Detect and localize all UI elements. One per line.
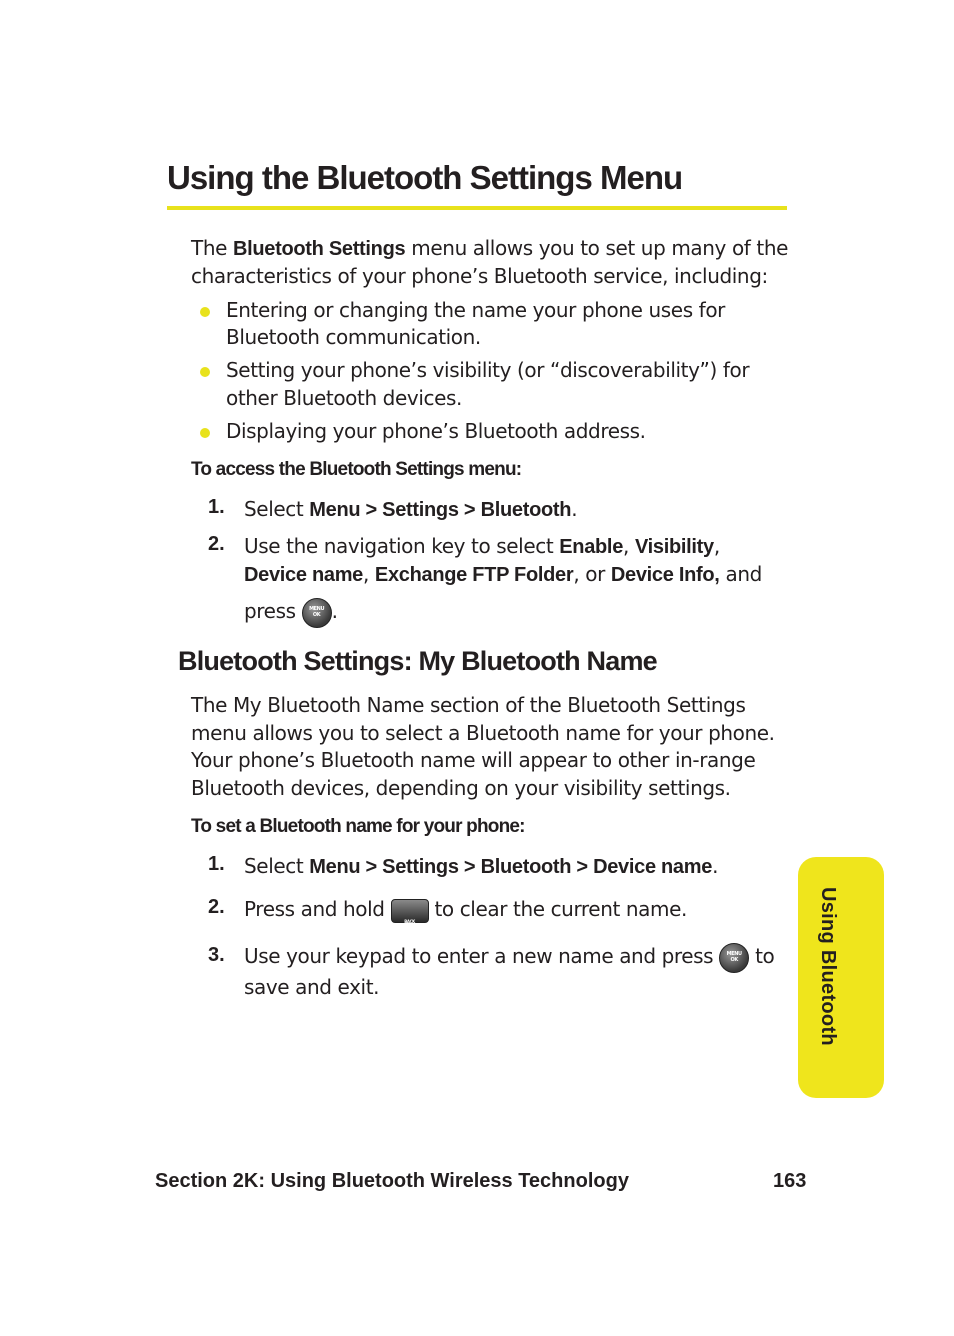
step-text: to clear the current name.: [428, 897, 687, 921]
access-step-2-line-3: [244, 597, 338, 628]
step-text: and: [719, 562, 762, 586]
access-step-2-line-1: [244, 532, 720, 561]
step-text: Press and hold: [244, 897, 391, 921]
intro-line-1: [191, 234, 788, 263]
bullet-3-line-1: Displaying your phone’s Bluetooth address.: [226, 419, 646, 443]
page-number: 163: [773, 1170, 807, 1192]
bullet-icon: [200, 367, 210, 377]
step-text: Select: [244, 854, 310, 878]
step-text: press: [244, 599, 302, 623]
intro-post: menu allows you to set up many of the: [405, 236, 788, 260]
step-text: Select: [244, 497, 310, 521]
step-number: 1.: [208, 853, 225, 875]
intro-line-2: characteristics of your phone’s Bluetooth service, including:: [191, 264, 768, 288]
step-text: .: [571, 497, 578, 521]
step-number: 3.: [208, 944, 225, 966]
bullet-1-line-2: Bluetooth communication.: [226, 325, 481, 349]
title-underline: [167, 206, 787, 210]
back-key-icon: [391, 899, 429, 923]
step-text: ,: [623, 534, 635, 558]
bullet-2-line-1: Setting your phone’s visibility (or “discoverability”) for: [226, 358, 750, 382]
set-step-3-line-2: save and exit.: [244, 975, 380, 999]
set-heading: To set a Bluetooth name for your phone:: [191, 816, 525, 837]
access-heading: To access the Bluetooth Settings menu:: [191, 459, 522, 480]
section2-line-3: Your phone’s Bluetooth name will appear to other in-range: [191, 748, 756, 772]
step-text: Use your keypad to enter a new name and press: [244, 944, 720, 968]
access-step-2-line-2: [244, 560, 762, 589]
step-number: 1.: [208, 496, 225, 518]
bullet-1-line-1: Entering or changing the name your phone uses for: [226, 298, 725, 322]
bullet-icon: [200, 307, 210, 317]
bullet-icon: [200, 428, 210, 438]
step-bold: Device Info,: [610, 564, 720, 586]
section2-line-4: Bluetooth devices, depending on your visibility settings.: [191, 776, 731, 800]
step-bold: Menu > Settings > Bluetooth > Device name: [309, 856, 713, 878]
set-step-1: [244, 852, 718, 881]
page-title: Using the Bluetooth Settings Menu: [167, 159, 683, 196]
menu-ok-key-icon: [719, 943, 749, 973]
step-text: to: [749, 944, 775, 968]
intro-pre: The: [191, 236, 233, 260]
step-bold: Exchange FTP Folder: [374, 564, 574, 586]
step-bold: Menu > Settings > Bluetooth: [309, 499, 572, 521]
section-heading: Bluetooth Settings: My Bluetooth Name: [178, 646, 657, 676]
bullet-2-line-2: other Bluetooth devices.: [226, 386, 462, 410]
step-number: 2.: [208, 533, 225, 555]
section-side-tab: [798, 857, 884, 1098]
access-step-1: [244, 495, 577, 524]
step-bold: Enable: [559, 536, 624, 558]
set-step-3-line-1: [244, 942, 774, 973]
step-bold: Device name: [244, 564, 363, 586]
step-text: .: [331, 599, 338, 623]
step-text: ,: [713, 534, 720, 558]
step-bold: Visibility: [634, 536, 714, 558]
footer-section-title: Section 2K: Using Bluetooth Wireless Technology: [155, 1170, 629, 1192]
side-tab-label: Using Bluetooth: [817, 887, 839, 1046]
menu-ok-key-icon: [302, 598, 332, 628]
step-number: 2.: [208, 896, 225, 918]
step-text: , or: [573, 562, 611, 586]
section2-line-1: The My Bluetooth Name section of the Bluetooth Settings: [191, 693, 746, 717]
set-step-2: [244, 895, 687, 923]
step-text: ,: [363, 562, 375, 586]
step-text: Use the navigation key to select: [244, 534, 560, 558]
intro-bold: Bluetooth Settings: [232, 238, 406, 260]
step-text: .: [712, 854, 719, 878]
section2-line-2: menu allows you to select a Bluetooth name for your phone.: [191, 721, 775, 745]
